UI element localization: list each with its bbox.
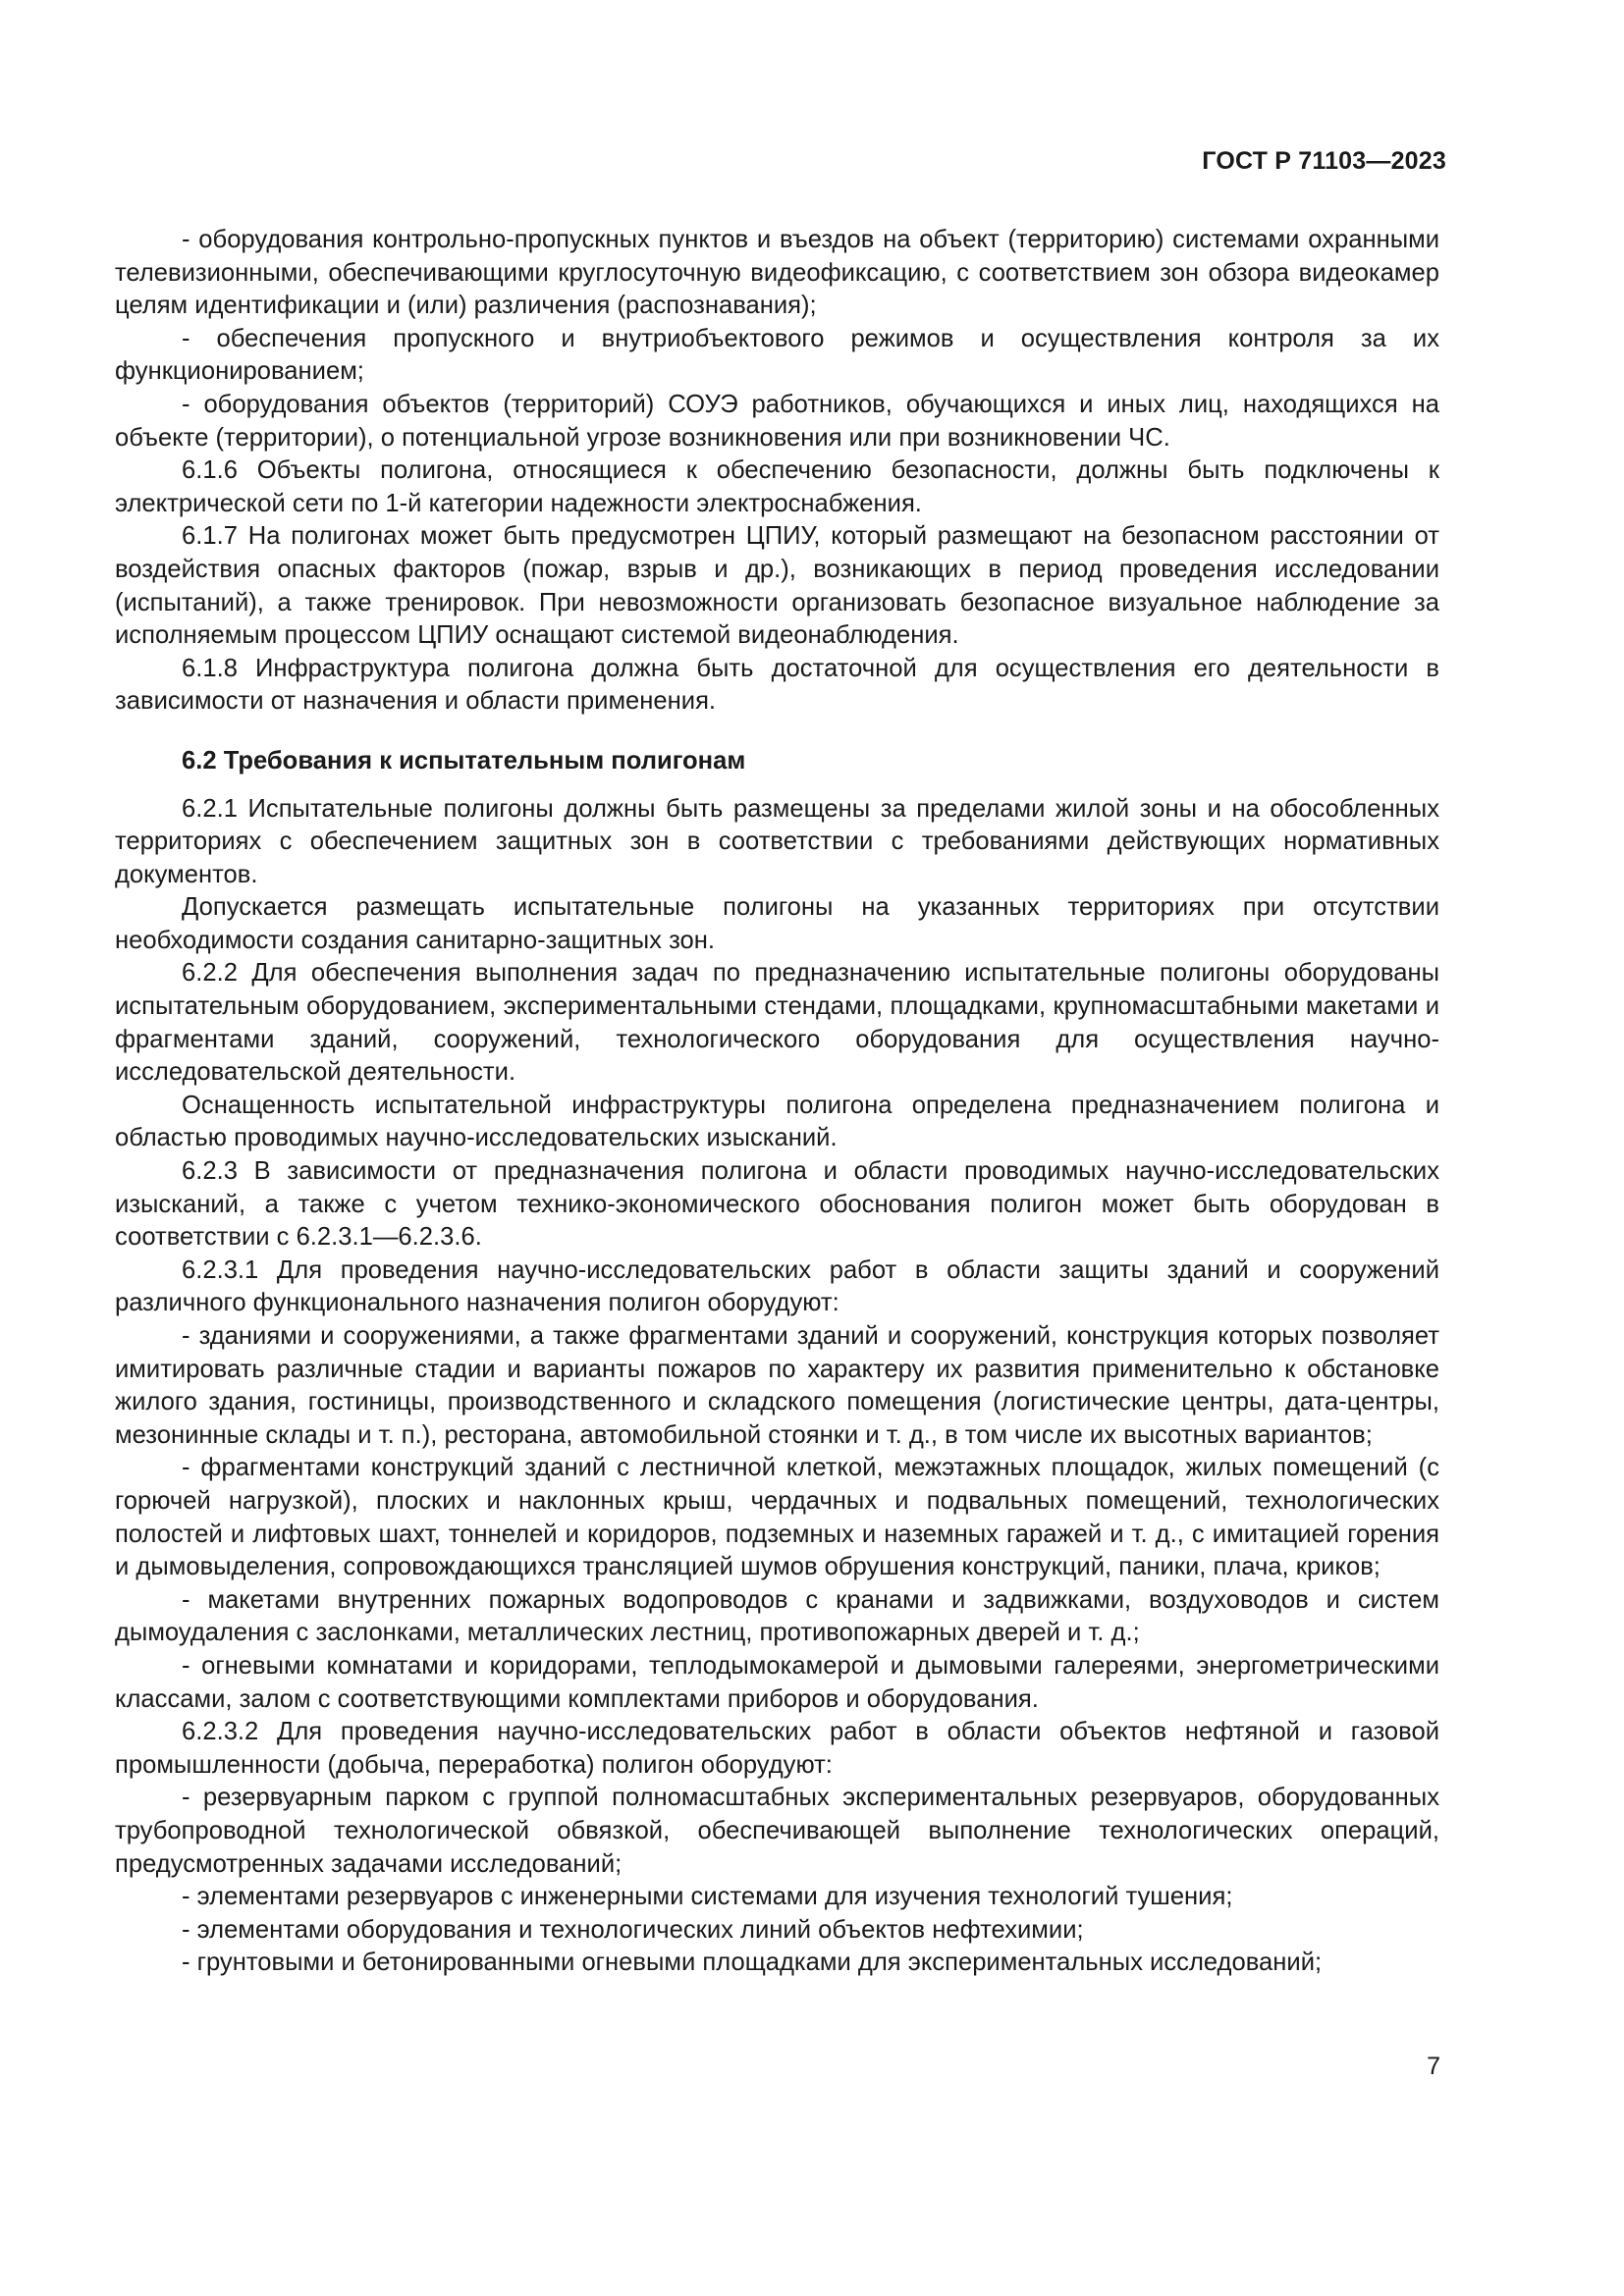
paragraph: 6.2.3.1 Для проведения научно-исследовательских работ в области защиты зданий и сооружений различного функционального назначения полигон оборудуют: [115,1255,1439,1317]
document-code-header: ГОСТ Р 71103—2023 [1202,147,1446,175]
paragraph: 6.2.1 Испытательные полигоны должны быть размещены за пределами жилой зоны и на обособленных территориях с обеспечением защитных зон в соответствии с требованиями действующих нормативных документов. [115,794,1439,888]
paragraph: - оборудования контрольно-пропускных пунктов и въездов на объект (территорию) системами охранными телевизионными, обеспечивающими круглосуточную видеофиксацию, с соответствием зон обзора видеокамер целям идентификации и (или) различения (распознавания); [115,226,1439,320]
paragraph: - элементами оборудования и технологических линий объектов нефтехимии; [182,1915,1084,1944]
paragraph: - макетами внутренних пожарных водопроводов с кранами и задвижками, воздуховодов и систем дымоудаления с заслонками, металлических лестниц, противопожарных дверей и т. д.; [115,1585,1439,1647]
paragraph: - огневыми комнатами и коридорами, теплодымокамерой и дымовыми галереями, энергометрическими классами, залом с соответствующими комплектами приборов и оборудования. [115,1651,1439,1713]
paragraph: 6.2.2 Для обеспечения выполнения задач по предназначению испытательные полигоны оборудованы испытательным оборудованием, экспериментальными стендами, площадками, крупномасштабными макетами и фрагментами зданий, сооружений, технологического оборудования для осуществления научно-исследовательской деятельности. [115,959,1439,1087]
paragraph: 6.2.3 В зависимости от предназначения полигона и области проводимых научно-исследовательских изысканий, а также с учетом технико-экономического обоснования полигон может быть оборудован в соответствии с 6.2.3.1—6.2.3.6. [115,1157,1439,1252]
paragraph: Допускается размещать испытательные полигоны на указанных территориях при отсутствии необходимости создания санитарно-защитных зон. [115,893,1439,954]
paragraph: 6.1.8 Инфраструктура полигона должна быть достаточной для осуществления его деятельности в зависимости от назначения и области применения. [115,654,1439,716]
paragraph: - грунтовыми и бетонированными огневыми площадками для экспериментальных исследований; [182,1949,1323,1977]
paragraph: - обеспечения пропускного и внутриобъектового режимов и осуществления контроля за их функционированием; [115,324,1439,386]
paragraph: 6.1.6 Объекты полигона, относящиеся к обеспечению безопасности, должны быть подключены к электрической сети по 1-й категории надежности электроснабжения. [115,456,1439,517]
paragraph: 6.2.3.2 Для проведения научно-исследовательских работ в области объектов нефтяной и газовой промышленности (добыча, переработка) полигон оборудуют: [115,1718,1439,1779]
document-body [115,224,1439,1980]
paragraph: - фрагментами конструкций зданий с лестничной клеткой, межэтажных площадок, жилых помещений (с горючей нагрузкой), плоских и наклонных крыш, чердачных и подвальных помещений, технологических полостей и лифтовых шахт, тоннелей и коридоров, подземных и наземных гаражей и т. д., с имитацией горения и дымовыделения, сопровождающихся трансляцией шумов обрушения конструкций, паники, плача, криков; [115,1454,1439,1581]
paragraph: - зданиями и сооружениями, а также фрагментами зданий и сооружений, конструкция которых позволяет имитировать различные стадии и варианты пожаров по характеру их развития применительно к обстановке жилого здания, гостиницы, производственного и складского помещения (логистические центры, дата-центры, мезонинные склады и т. п.), ресторана, автомобильной стоянки и т. д., в том числе их высотных вариантов; [115,1322,1439,1449]
page-number: 7 [1427,2053,1440,2080]
paragraph: 6.1.7 На полигонах может быть предусмотрен ЦПИУ, который размещают на безопасном расстоянии от воздействия опасных факторов (пожар, взрыв и др.), возникающих в период проведения исследовании (испытаний), а также тренировок. При невозможности организовать безопасное визуальное наблюдение за исполняемым процессом ЦПИУ оснащают системой видеонаблюдения. [115,522,1439,650]
section-heading: 6.2 Требования к испытательным полигонам [182,746,746,774]
paragraph: - резервуарным парком с группой полномасштабных экспериментальных резервуаров, оборудованных трубопроводной технологической обвязкой, обеспечивающей выполнение технологических операций, предусмотренных задачами исследований; [115,1784,1439,1878]
paragraph: - элементами резервуаров с инженерными системами для изучения технологий тушения; [182,1883,1233,1911]
paragraph: Оснащенность испытательной инфраструктуры полигона определена предназначением полигона и областью проводимых научно-исследовательских изысканий. [115,1091,1439,1152]
paragraph: - оборудования объектов (территорий) СОУЭ работников, обучающихся и иных лиц, находящихся на объекте (территории), о потенциальной угрозе возникновения или при возникновении ЧС. [115,390,1439,452]
